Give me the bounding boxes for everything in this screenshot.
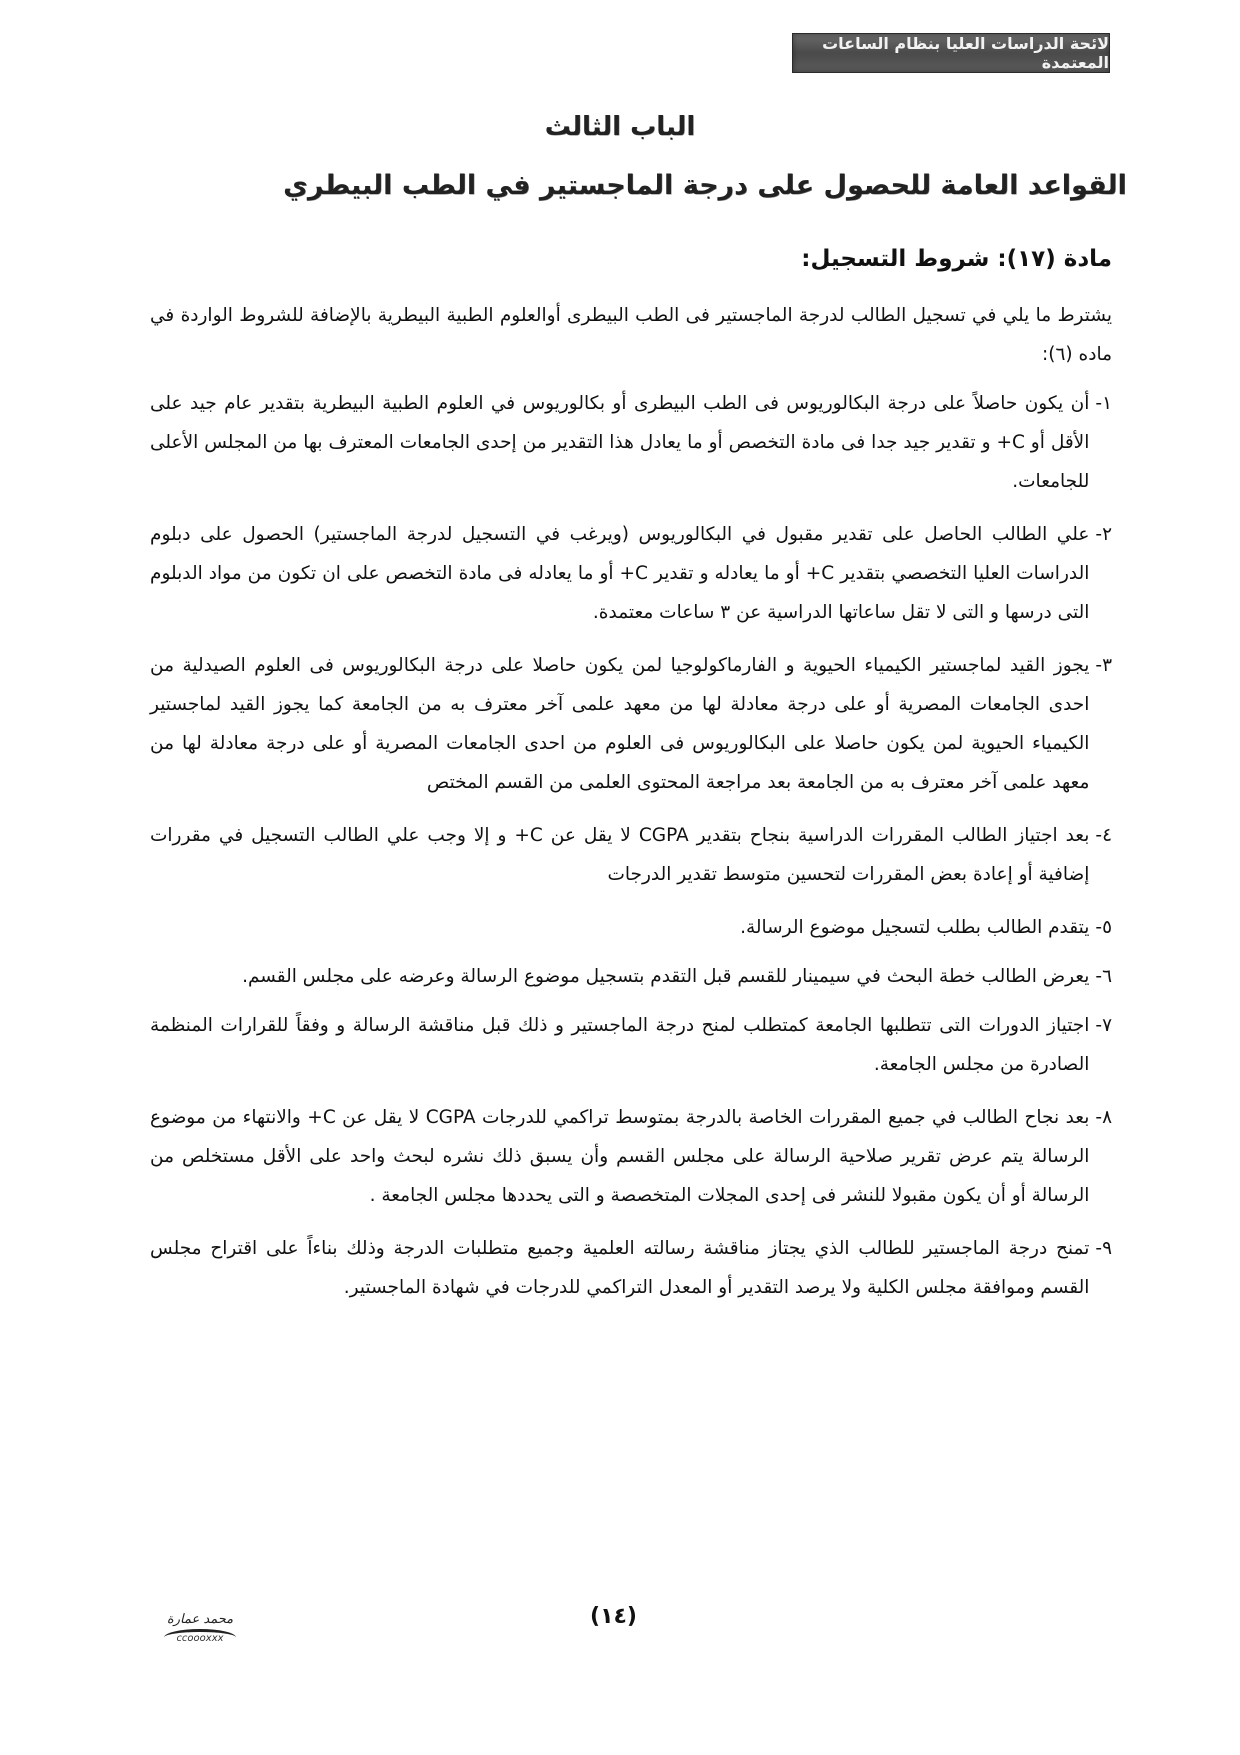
page-number: (١٤) [590,1604,637,1629]
article-body [150,296,1112,1321]
list-item [150,957,1112,996]
item-number: ٢- [1095,524,1112,545]
item-text: تمنح درجة الماجستير للطالب الذي يجتاز مناقشة رسالته العلمية وجميع متطلبات الدرجة وذلك بناءاً على اقتراح مجلس القسم وموافقة مجلس الكلية ولا يرصد التقدير أو المعدل التراكمي للدرجات في شهادة الماجستير. [150,1238,1090,1298]
article-intro: يشترط ما يلي في تسجيل الطالب لدرجة الماجستير فى الطب البيطرى أوالعلوم الطبية البيطرية بالإضافة للشروط الواردة في ماده (٦): [150,305,1112,365]
header-banner [792,33,1110,73]
item-text: اجتياز الدورات التى تتطلبها الجامعة كمتطلب لمنح درجة الماجستير و ذلك قبل مناقشة الرسالة و وفقاً للقرارات المنظمة الصادرة من مجلس الجامعة. [150,1015,1090,1075]
section-title: القواعد العامة للحصول على درجة الماجستير في الطب البيطري [283,170,1127,201]
item-number: ٤- [1095,825,1112,846]
item-number: ٥- [1095,917,1112,938]
item-text: يتقدم الطالب بطلب لتسجيل موضوع الرسالة. [740,917,1090,938]
item-number: ١- [1095,393,1112,414]
article-heading: مادة (١٧): شروط التسجيل: [801,246,1112,272]
item-text: بعد نجاح الطالب في جميع المقررات الخاصة بالدرجة بمتوسط تراكمي للدرجات CGPA لا يقل عن C+ والانتهاء من موضوع الرسالة يتم عرض تقرير صلاحية الرسالة على مجلس القسم وأن يسبق ذلك نشره لبحث واحد على الأقل مستخلص من الرسالة أو أن يكون مقبولا للنشر فى إحدى المجلات المتخصصة و التى يحددها مجلس الجامعة . [150,1107,1090,1206]
list-item [150,1229,1112,1307]
item-text: يجوز القيد لماجستير الكيمياء الحيوية و الفارماكولوجيا لمن يكون حاصلا على درجة البكالوريوس فى العلوم الصيدلية من احدى الجامعات المصرية أو على درجة معادلة لها من معهد علمى آخر معترف به من الجامعة كما يجوز القيد لماجستير الكيمياء الحيوية لمن يكون حاصلا على البكالوريوس فى العلوم من احدى الجامعات المصرية أو على درجة معادلة لها من معهد علمى آخر معترف به من الجامعة بعد مراجعة المحتوى العلمى من القسم المختص [150,655,1090,793]
list-item [150,1098,1112,1215]
signature [140,1612,260,1662]
signature-mark: ccoooxxx [164,1629,236,1646]
item-number: ٧- [1095,1015,1112,1036]
item-number: ٨- [1095,1107,1112,1128]
list-item [150,908,1112,947]
list-item [150,515,1112,632]
list-item [150,646,1112,802]
header-banner-text: لائحة الدراسات العليا بنظام الساعات المعتمدة [822,34,1109,72]
item-text: أن يكون حاصلاً على درجة البكالوريوس فى الطب البيطرى أو بكالوريوس في العلوم الطبية البيطرية بتقدير عام جيد على الأقل أو C+ و تقدير جيد جدا فى مادة التخصص أو ما يعادل هذا التقدير من إحدى الجامعات المعترف بها من المجلس الأعلى للجامعات. [150,393,1090,492]
item-text: يعرض الطالب خطة البحث في سيمينار للقسم قبل التقدم بتسجيل موضوع الرسالة وعرضه على مجلس القسم. [242,966,1090,987]
item-number: ٩- [1095,1238,1112,1259]
list-item [150,1006,1112,1084]
item-number: ٣- [1095,655,1112,676]
item-number: ٦- [1095,966,1112,987]
list-item [150,816,1112,894]
item-text: بعد اجتياز الطالب المقررات الدراسية بنجاح بتقدير CGPA لا يقل عن C+ و إلا وجب علي الطالب التسجيل في مقررات إضافية أو إعادة بعض المقررات لتحسين متوسط تقدير الدرجات [150,825,1090,885]
item-text: علي الطالب الحاصل على تقدير مقبول في البكالوريوس (ويرغب في التسجيل لدرجة الماجستير) الحصول على دبلوم الدراسات العليا التخصصي بتقدير C+ أو ما يعادله و تقدير C+ أو ما يعادله فى مادة التخصص على ان تكون من مواد الدبلوم التى درسها و التى لا تقل ساعاتها الدراسية عن ٣ ساعات معتمدة. [150,524,1090,623]
chapter-title: الباب الثالث [544,112,696,142]
signature-name: محمد عمارة [166,1612,234,1627]
list-item [150,384,1112,501]
